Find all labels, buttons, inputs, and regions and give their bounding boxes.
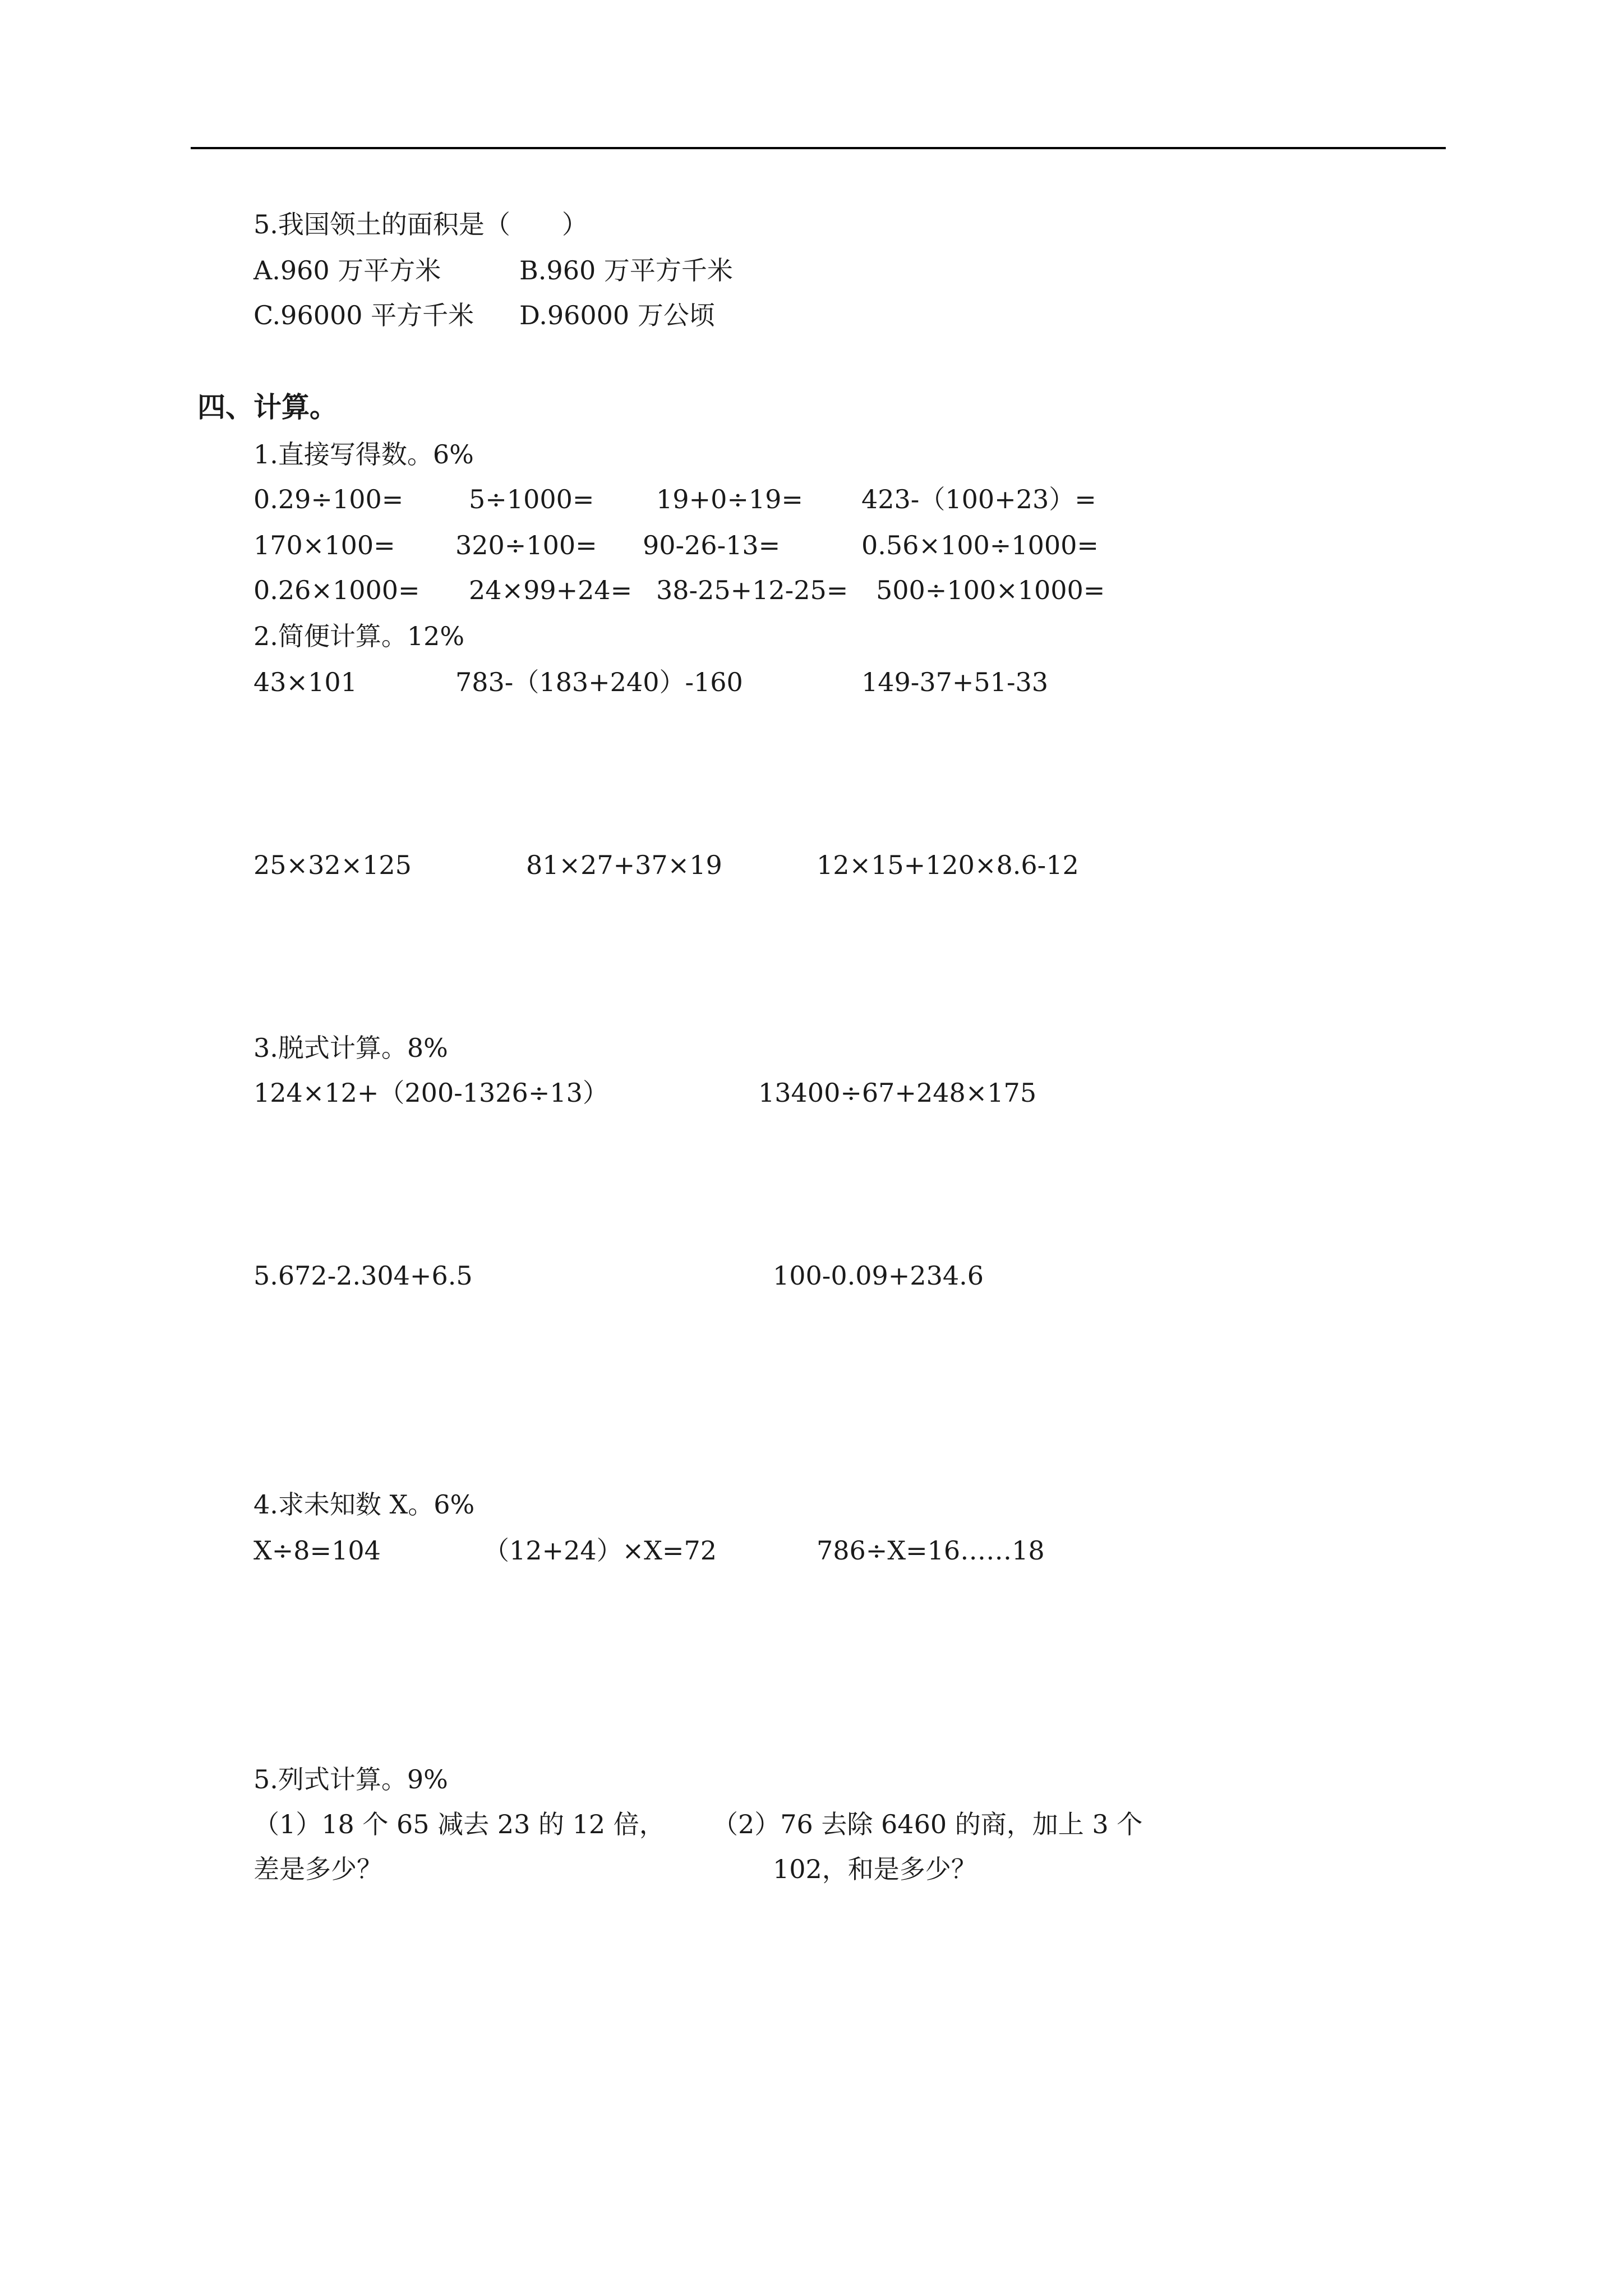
word-problem-1-line2: 差是多少？ [253, 1854, 382, 1884]
step-calc-item: 5.672-2.304+6.5 [253, 1260, 473, 1291]
q5-stem: 5.我国领土的面积是（ ） [253, 209, 588, 240]
q5-option-c: C.96000 平方千米 [253, 300, 474, 330]
oral-calc-item: 170×100= [253, 530, 395, 560]
equation-item: X÷8=104 [253, 1535, 381, 1566]
oral-calc-item: 38-25+12-25= [656, 575, 849, 605]
oral-calc-item: 0.56×100÷1000= [861, 530, 1099, 560]
oral-calc-item: 19+0÷19= [656, 484, 803, 514]
simplify-item: 12×15+120×8.6-12 [817, 850, 1079, 880]
q5-option-d: D.96000 万公顷 [519, 300, 715, 330]
q5-option-a: A.960 万平方米 [253, 255, 441, 286]
simplify-item: 43×101 [253, 667, 357, 697]
step-calc-item: 100-0.09+234.6 [773, 1260, 984, 1291]
oral-calc-item: 500÷100×1000= [876, 575, 1105, 605]
simplify-item: 783-（183+240）-160 [455, 667, 743, 697]
part5-title: 5.列式计算。9% [253, 1764, 448, 1795]
part3-title: 3.脱式计算。8% [253, 1033, 448, 1063]
simplify-item: 25×32×125 [253, 850, 412, 880]
oral-calc-item: 423-（100+23）= [861, 484, 1096, 514]
step-calc-item: 124×12+（200-1326÷13） [253, 1078, 608, 1108]
section4-title: 四、计算。 [197, 391, 338, 424]
oral-calc-item: 0.26×1000= [253, 575, 420, 605]
simplify-item: 81×27+37×19 [526, 850, 722, 880]
q5-option-b: B.960 万平方千米 [519, 255, 733, 286]
oral-calc-item: 24×99+24= [469, 575, 633, 605]
simplify-item: 149-37+51-33 [861, 667, 1049, 697]
part4-title: 4.求未知数 X。6% [253, 1489, 475, 1520]
word-problem-2-line1: （2）76 去除 6460 的商，加上 3 个 [712, 1809, 1143, 1839]
oral-calc-item: 5÷1000= [469, 484, 594, 514]
part1-title: 1.直接写得数。6% [253, 439, 474, 470]
header-rule [191, 147, 1446, 149]
equation-item: （12+24）×X=72 [483, 1535, 717, 1566]
oral-calc-item: 90-26-13= [643, 530, 781, 560]
word-problem-2-line2: 102，和是多少？ [773, 1854, 977, 1884]
word-problem-1-line1: （1）18 个 65 减去 23 的 12 倍， [253, 1809, 665, 1839]
part2-title: 2.简便计算。12% [253, 621, 465, 651]
oral-calc-item: 0.29÷100= [253, 484, 404, 514]
step-calc-item: 13400÷67+248×175 [758, 1078, 1037, 1108]
equation-item: 786÷X=16……18 [817, 1535, 1045, 1566]
oral-calc-item: 320÷100= [455, 530, 597, 560]
